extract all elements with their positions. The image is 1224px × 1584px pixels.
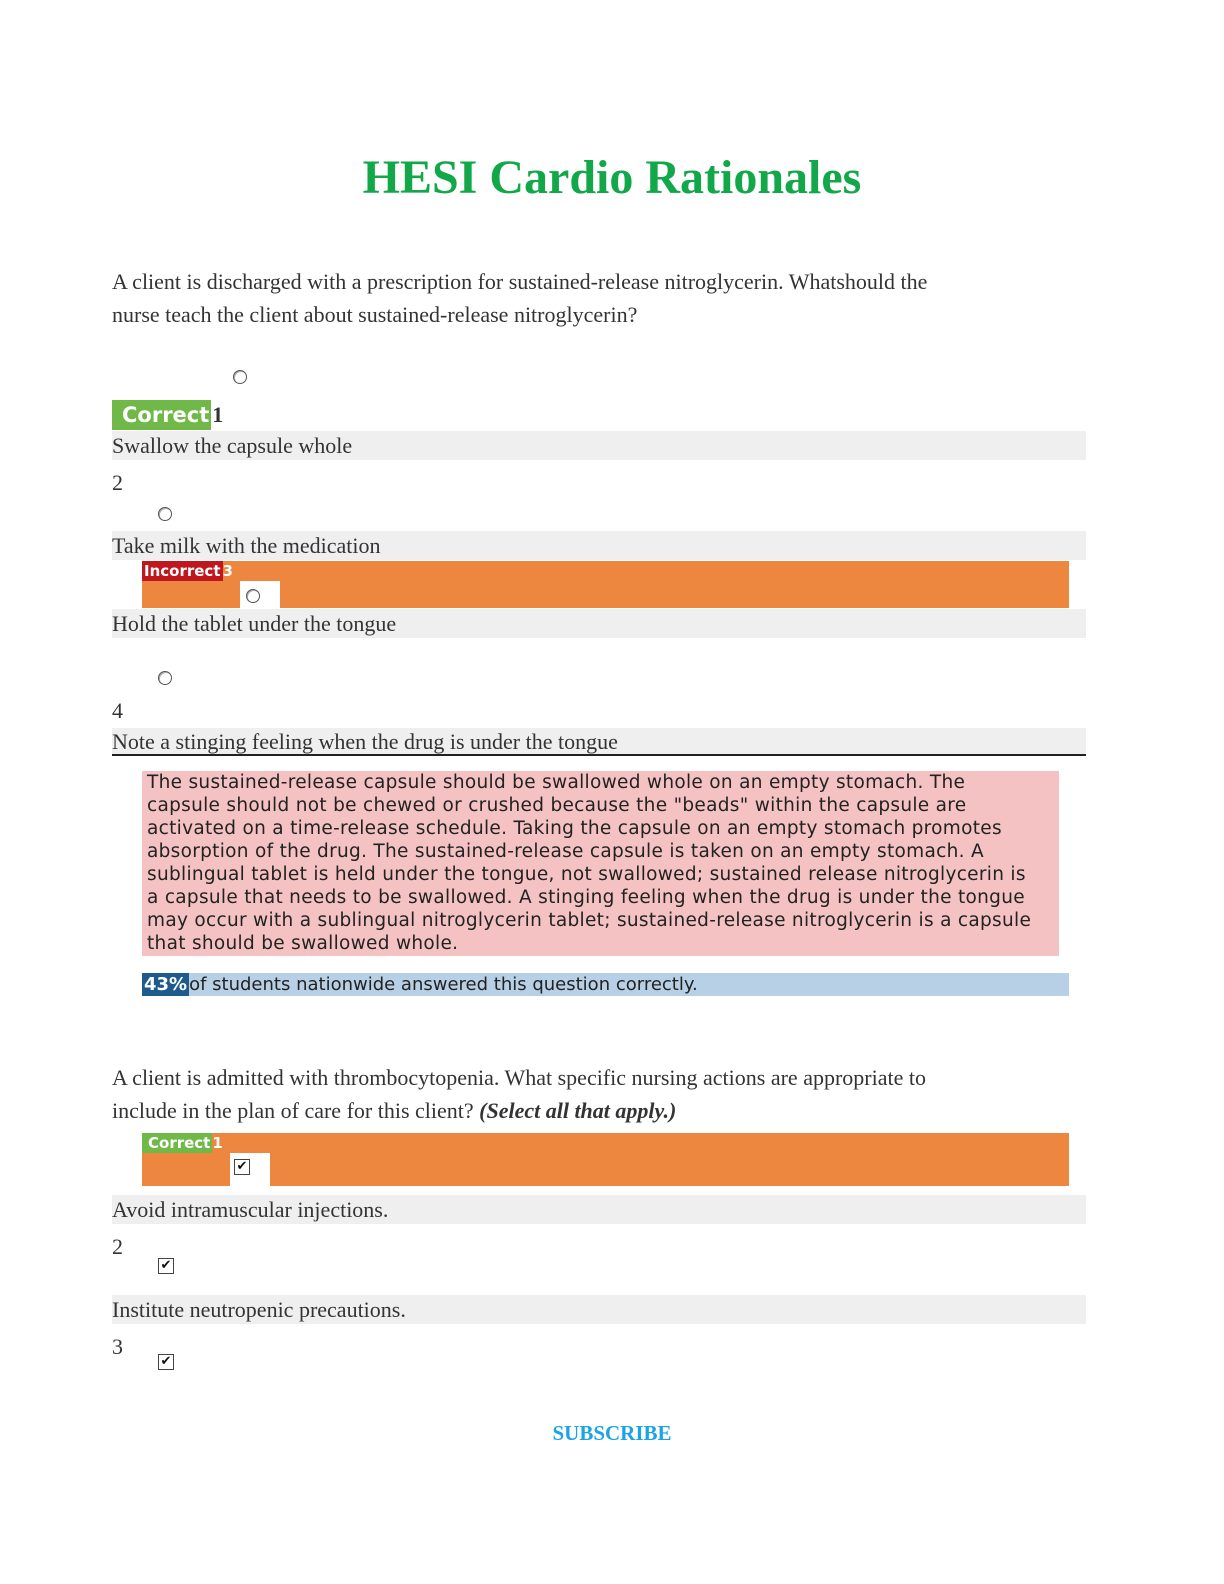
option-4-label[interactable]: Note a stinging feeling when the drug is under the tongue [112, 728, 1086, 756]
option-1-header [112, 400, 223, 430]
question-1-line-1: A client is discharged with a prescription for sustained-release nitroglycerin. Whatshould the [112, 269, 928, 294]
q2-option-1-checkbox[interactable]: ✔ [234, 1159, 250, 1175]
rationale-line: sublingual tablet is held under the tongue, not swallowed; sustained release nitroglycerin is [147, 864, 1026, 885]
correct-badge: Correct [112, 400, 211, 430]
correct-badge: Correct [142, 1133, 212, 1153]
question-1-line-2: nurse teach the client about sustained-release nitroglycerin? [112, 302, 638, 327]
q2-option-3-checkbox[interactable]: ✔ [158, 1354, 174, 1370]
subscribe-link[interactable]: SUBSCRIBE [552, 1421, 672, 1445]
page-title: HESI Cardio Rationales [362, 151, 862, 204]
nationwide-stat [142, 973, 1069, 996]
option-number: 1 [212, 402, 224, 427]
option-number: 2 [112, 470, 123, 495]
stat-text: of students nationwide answered this question correctly. [189, 974, 698, 995]
option-2-radio[interactable] [158, 507, 172, 521]
option-3-header [142, 561, 233, 581]
question-2-line-2 [112, 1094, 1092, 1127]
option-number: 3 [222, 562, 233, 580]
option-1-label[interactable]: Swallow the capsule whole [112, 431, 1086, 460]
rationale-box [142, 771, 1059, 956]
question-1-text [112, 265, 1092, 331]
rationale-line: capsule should not be chewed or crushed because the "beads" within the capsule are [147, 795, 967, 816]
option-number: 2 [112, 1234, 123, 1259]
option-3-label[interactable]: Hold the tablet under the tongue [112, 609, 1086, 638]
stat-percent: 43% [144, 974, 188, 995]
question-2-line-1: A client is admitted with thrombocytopenia. What specific nursing actions are appropriate to [112, 1065, 926, 1090]
option-3-radio[interactable] [246, 589, 260, 603]
selected-answer-band [142, 1133, 1069, 1186]
q2-option-1-header [142, 1133, 223, 1153]
option-number: 4 [112, 698, 123, 723]
rationale-line: absorption of the drug. The sustained-release capsule is taken on an empty stomach. A [147, 841, 984, 862]
incorrect-badge: Incorrect [144, 562, 221, 580]
option-1-radio[interactable] [233, 370, 247, 384]
rationale-line: a capsule that needs to be swallowed. A stinging feeling when the drug is under the tongue [147, 887, 1025, 908]
rationale-line: may occur with a sublingual nitroglycerin tablet; sustained-release nitroglycerin is a capsule [147, 910, 1032, 931]
select-all-instruction: (Select all that apply.) [479, 1098, 677, 1123]
q2-option-2-label[interactable]: Institute neutropenic precautions. [112, 1295, 1086, 1324]
option-2-label[interactable]: Take milk with the medication [112, 531, 1086, 560]
rationale-line: The sustained-release capsule should be swallowed whole on an empty stomach. The [147, 772, 966, 793]
rationale-line: that should be swallowed whole. [147, 933, 459, 954]
option-number: 1 [212, 1134, 223, 1152]
option-4-radio[interactable] [158, 671, 172, 685]
option-number: 3 [112, 1334, 123, 1359]
selected-answer-band [142, 561, 1069, 608]
question-2-line-2-text: include in the plan of care for this client? [112, 1098, 480, 1123]
question-2-text [112, 1061, 1092, 1127]
q2-option-1-label[interactable]: Avoid intramuscular injections. [112, 1195, 1086, 1224]
rationale-line: activated on a time-release schedule. Taking the capsule on an empty stomach promotes [147, 818, 1002, 839]
q2-option-2-checkbox[interactable]: ✔ [158, 1258, 174, 1274]
